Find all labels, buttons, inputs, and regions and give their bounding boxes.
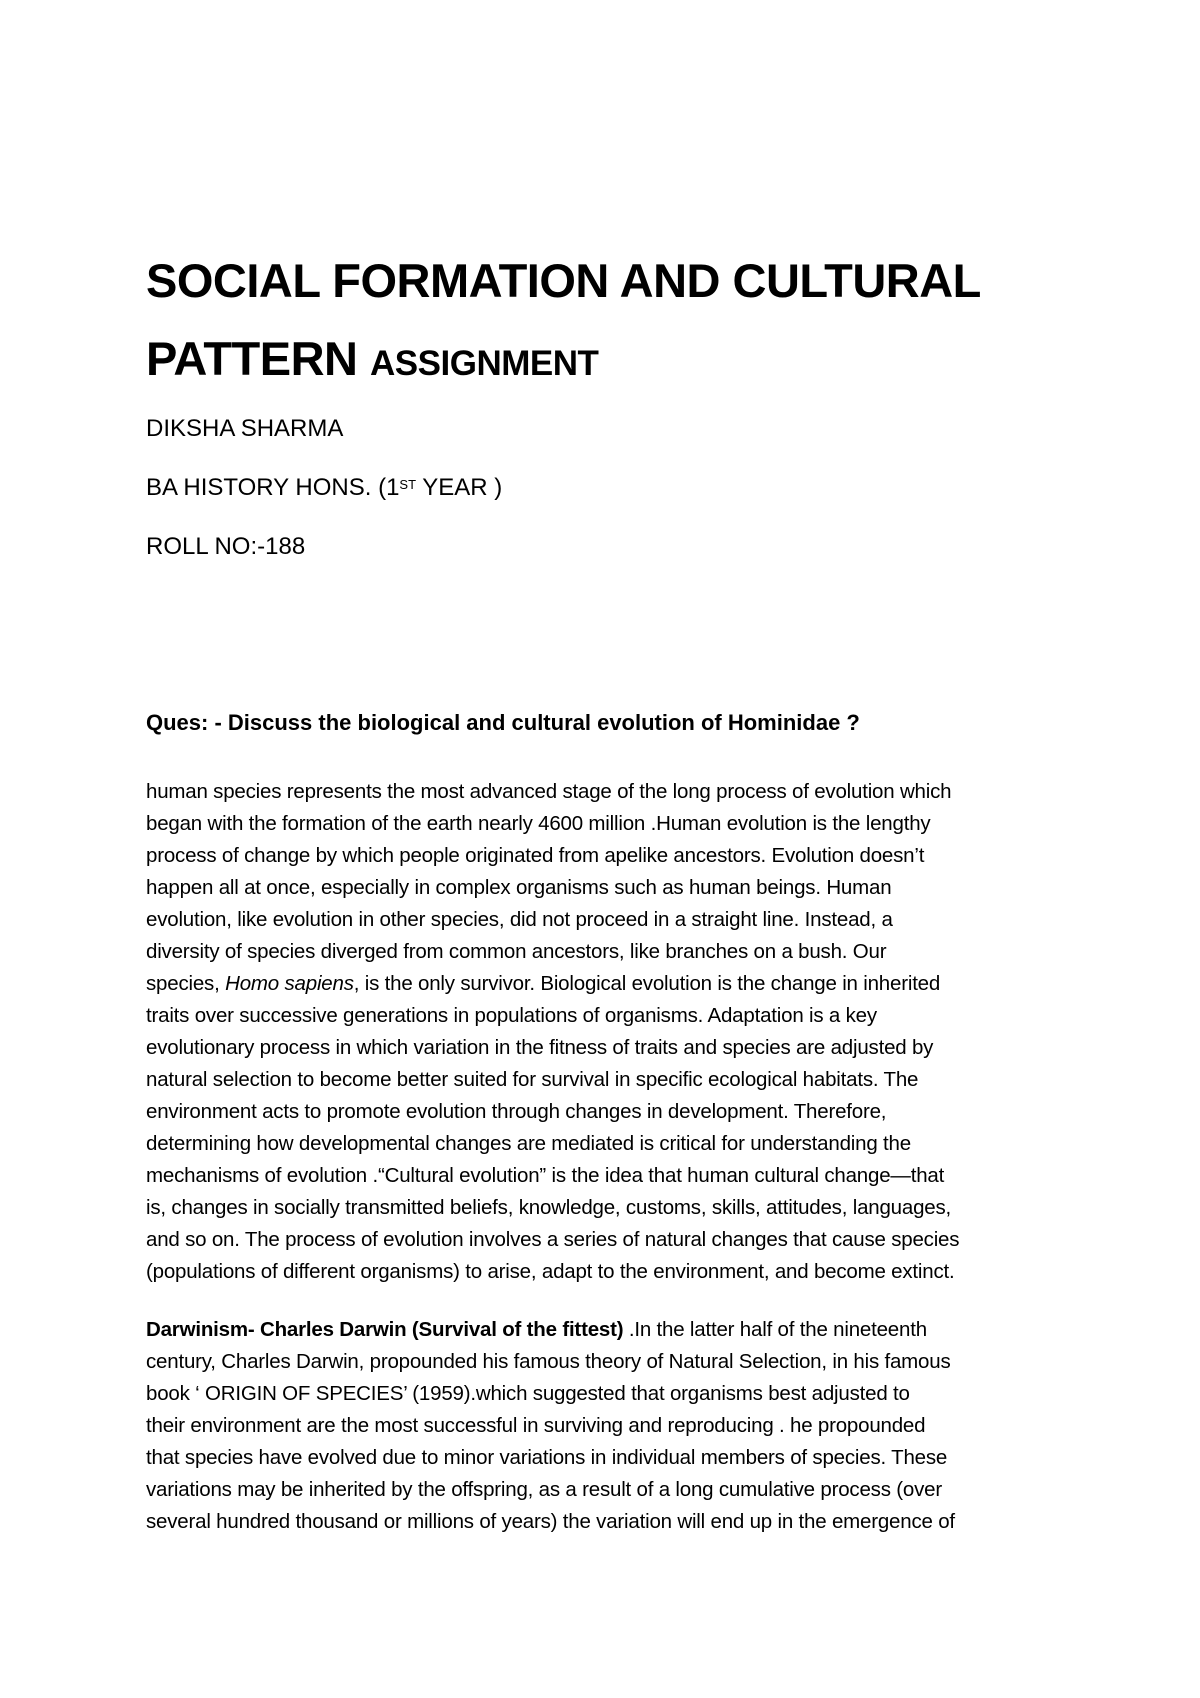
darwinism-heading: Darwinism- Charles Darwin (Survival of the fittest) [146, 1318, 624, 1341]
paragraph-line: book ‘ ORIGIN OF SPECIES’ (1959).which suggested that organisms best adjusted to [146, 1382, 910, 1405]
paragraph-line: traits over successive generations in populations of organisms. Adaptation is a key [146, 1004, 877, 1027]
line-pre: species, [146, 972, 226, 995]
paragraph-darwinism [146, 1314, 1064, 1538]
title-line-2 [146, 320, 1106, 403]
paragraph-line [146, 1314, 1064, 1346]
course-suffix: YEAR ) [416, 474, 503, 501]
paragraph-line: and so on. The process of evolution involves a series of natural changes that cause species [146, 1228, 960, 1251]
paragraph-line: mechanisms of evolution .“Cultural evolution” is the idea that human cultural change—that [146, 1164, 945, 1187]
paragraph-line [146, 968, 1064, 1000]
paragraph-line: evolutionary process in which variation in the fitness of traits and species are adjusted by [146, 1036, 934, 1059]
line-post: , is the only survivor. Biological evolution is the change in inherited [353, 972, 941, 995]
paragraph-line: (populations of different organisms) to arise, adapt to the environment, and become extinct. [146, 1260, 955, 1283]
question-heading: Ques: - Discuss the biological and cultural evolution of Hominidae ? [146, 710, 860, 735]
document-title [146, 242, 1106, 403]
paragraph-line: determining how developmental changes are mediated is critical for understanding the [146, 1132, 911, 1155]
student-course [146, 473, 502, 503]
line-rest: .In the latter half of the nineteenth [623, 1318, 927, 1341]
title-assignment: ASSIGNMENT [370, 344, 599, 383]
student-roll: ROLL NO:-188 [146, 533, 306, 560]
paragraph-line: variations may be inherited by the offspring, as a result of a long cumulative process (over [146, 1478, 942, 1501]
paragraph-line: environment acts to promote evolution through changes in development. Therefore, [146, 1100, 887, 1123]
species-name-italic: Homo sapiens [225, 972, 354, 995]
title-pattern: PATTERN [146, 332, 358, 385]
course-prefix: BA HISTORY HONS. (1 [146, 474, 400, 501]
student-name: DIKSHA SHARMA [146, 415, 344, 442]
paragraph-line: human species represents the most advanced stage of the long process of evolution which [146, 780, 952, 803]
paragraph-line: natural selection to become better suited for survival in specific ecological habitats. The [146, 1068, 919, 1091]
title-line-1: SOCIAL FORMATION AND CULTURAL [146, 254, 981, 307]
paragraph-line: that species have evolved due to minor variations in individual members of species. These [146, 1446, 948, 1469]
paragraph-line: is, changes in socially transmitted beliefs, knowledge, customs, skills, attitudes, languages, [146, 1196, 952, 1219]
course-superscript: ST [399, 477, 417, 492]
paragraph-line: diversity of species diverged from common ancestors, like branches on a bush. Our [146, 940, 887, 963]
paragraph-line: process of change by which people originated from apelike ancestors. Evolution doesn’t [146, 844, 925, 867]
paragraph-line: their environment are the most successful in surviving and reproducing . he propounded [146, 1414, 926, 1437]
paragraph-line: century, Charles Darwin, propounded his famous theory of Natural Selection, in his famous [146, 1350, 951, 1373]
paragraph-line: began with the formation of the earth nearly 4600 million .Human evolution is the lengthy [146, 812, 931, 835]
paragraph-line: happen all at once, especially in complex organisms such as human beings. Human [146, 876, 892, 899]
paragraph-evolution [146, 776, 1064, 1288]
paragraph-line: several hundred thousand or millions of years) the variation will end up in the emergence of [146, 1510, 955, 1533]
paragraph-line: evolution, like evolution in other species, did not proceed in a straight line. Instead, a [146, 908, 893, 931]
